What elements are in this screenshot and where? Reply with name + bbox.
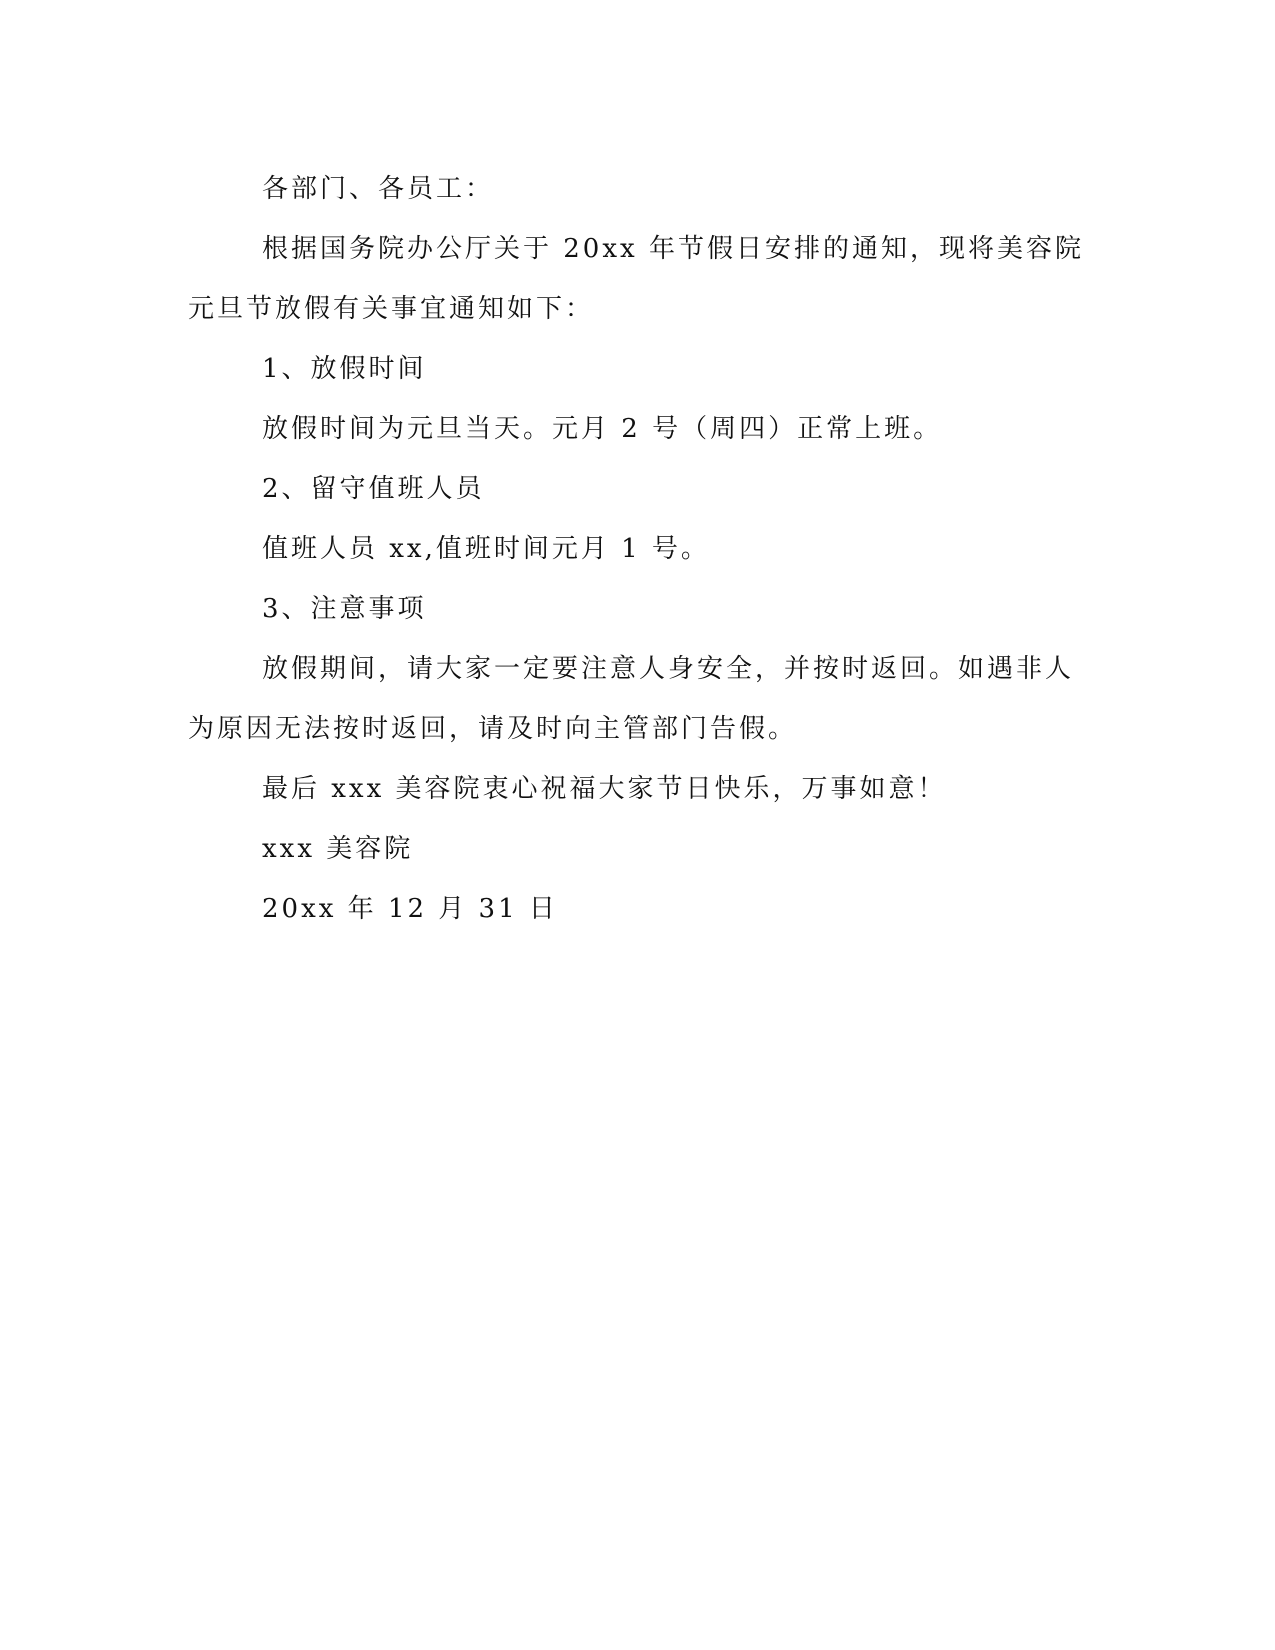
date: 20xx 年 12 月 31 日	[262, 894, 558, 924]
section-2-heading: 2、留守值班人员	[262, 474, 485, 504]
section-2-body: 值班人员 xx,值班时间元月 1 号。	[262, 534, 710, 564]
section-3-body-line-2: 为原因无法按时返回，请及时向主管部门告假。	[188, 714, 798, 744]
section-3-heading: 3、注意事项	[262, 594, 427, 624]
signature: xxx 美容院	[262, 834, 414, 864]
section-3-body-line-1: 放假期间，请大家一定要注意人身安全，并按时返回。如遇非人	[262, 654, 1075, 684]
closing-greeting: 最后 xxx 美容院衷心祝福大家节日快乐，万事如意！	[262, 774, 947, 804]
intro-paragraph-line-1: 根据国务院办公厅关于 20xx 年节假日安排的通知，现将美容院	[262, 234, 1084, 264]
section-1-body: 放假时间为元旦当天。元月 2 号（周四）正常上班。	[262, 414, 943, 444]
intro-paragraph-line-2: 元旦节放假有关事宜通知如下：	[188, 294, 595, 324]
section-1-heading: 1、放假时间	[262, 354, 427, 384]
salutation: 各部门、各员工：	[262, 174, 495, 204]
